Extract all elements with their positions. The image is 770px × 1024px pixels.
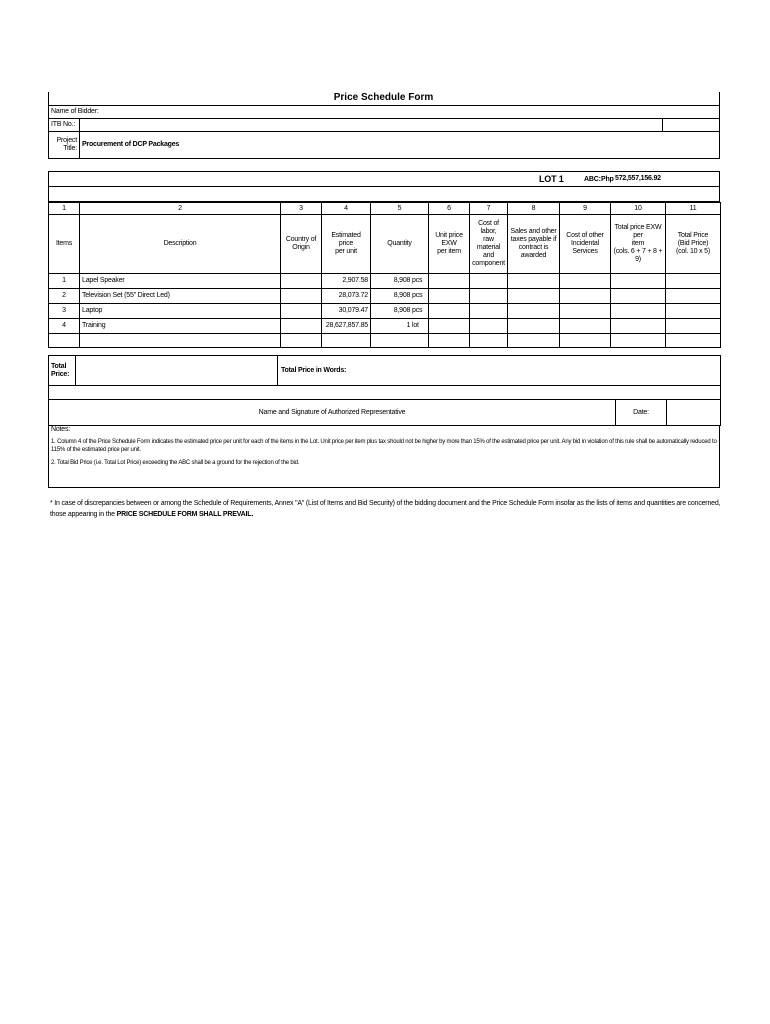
item-description: Training bbox=[80, 319, 281, 334]
abc-currency: Php bbox=[601, 176, 614, 183]
footer-note bbox=[50, 498, 722, 520]
col-num: 6 bbox=[429, 203, 470, 215]
item-number: 4 bbox=[49, 319, 80, 334]
total-exw-cell[interactable] bbox=[611, 274, 666, 289]
unit-price-cell[interactable] bbox=[429, 274, 470, 289]
total-bid-cell[interactable] bbox=[666, 319, 721, 334]
sales-tax-cell[interactable] bbox=[508, 274, 560, 289]
est-price-cell: 28,073.72 bbox=[322, 289, 371, 304]
total-price-field[interactable] bbox=[76, 356, 721, 386]
incidental-cell[interactable] bbox=[560, 274, 611, 289]
item-description: Laptop bbox=[80, 304, 281, 319]
date-field[interactable] bbox=[667, 400, 721, 426]
itb-no-label: ITB No.: bbox=[51, 120, 76, 128]
quantity-cell: 1 lot bbox=[371, 319, 429, 334]
quantity-cell: 8,908 pcs bbox=[371, 289, 429, 304]
sales-tax-cell[interactable] bbox=[508, 289, 560, 304]
item-number: 1 bbox=[49, 274, 80, 289]
table-row bbox=[49, 304, 721, 319]
item-description: Television Set (55" Direct Led) bbox=[80, 289, 281, 304]
column-number-row bbox=[49, 203, 721, 215]
authorized-rep-label: Name and Signature of Authorized Representative bbox=[49, 400, 616, 426]
cost-labor-cell[interactable] bbox=[470, 289, 508, 304]
table-row bbox=[49, 289, 721, 304]
totals-table bbox=[48, 355, 721, 386]
incidental-cell[interactable] bbox=[560, 319, 611, 334]
incidental-cell[interactable] bbox=[560, 304, 611, 319]
quantity-header: Quantity bbox=[371, 215, 429, 274]
table-row bbox=[49, 319, 721, 334]
itb-no-field[interactable] bbox=[79, 118, 662, 131]
itb-no-extra-field[interactable] bbox=[663, 118, 720, 131]
sales-tax-cell[interactable] bbox=[508, 319, 560, 334]
unit-price-cell[interactable] bbox=[429, 319, 470, 334]
lot-header-table bbox=[48, 171, 720, 202]
sales-tax-cell[interactable] bbox=[508, 304, 560, 319]
unit-price-cell[interactable] bbox=[429, 304, 470, 319]
unit-price-cell[interactable] bbox=[429, 289, 470, 304]
col-num: 10 bbox=[611, 203, 666, 215]
notes-label: Notes: bbox=[51, 426, 71, 433]
note-1: 1. Column 4 of the Price Schedule Form indicates the estimated price per unit for each of the items in the Lot. Unit price per item plus tax should not be higher by more than 15% of the estimated price per unit. Any bid in violation of this rule shall be automatically reduced to 115% of the estimated price per unit. bbox=[51, 439, 717, 453]
total-exw-cell[interactable] bbox=[611, 319, 666, 334]
col-num: 3 bbox=[281, 203, 322, 215]
col-num: 2 bbox=[80, 203, 281, 215]
bidder-info-table bbox=[48, 92, 720, 159]
date-label: Date: bbox=[616, 400, 667, 426]
total-words-label: Total Price in Words: bbox=[281, 367, 347, 374]
footer-text-bold: PRICE SCHEDULE FORM SHALL PREVAIL. bbox=[116, 511, 254, 518]
note-2: 2. Total Bid Price (i.e. Total Lot Price) exceeding the ABC shall be a ground for the rejection of the bid. bbox=[51, 460, 300, 466]
quantity-cell: 8,908 pcs bbox=[371, 304, 429, 319]
price-schedule-table bbox=[48, 202, 721, 348]
header-row bbox=[49, 215, 721, 274]
item-description: Lapel Speaker bbox=[80, 274, 281, 289]
total-exw-cell[interactable] bbox=[611, 289, 666, 304]
est-price-cell: 30,079.47 bbox=[322, 304, 371, 319]
col-num: 1 bbox=[49, 203, 80, 215]
col-num: 5 bbox=[371, 203, 429, 215]
description-header: Description bbox=[80, 215, 281, 274]
unit-price-header: Unit price EXW per item bbox=[429, 215, 470, 274]
est-price-header: Estimated price per unit bbox=[322, 215, 371, 274]
cost-labor-cell[interactable] bbox=[470, 304, 508, 319]
signature-table bbox=[48, 385, 721, 426]
total-bid-cell[interactable] bbox=[666, 289, 721, 304]
country-cell[interactable] bbox=[281, 319, 322, 334]
total-price-label: Total Price: bbox=[49, 356, 76, 386]
items-header: Items bbox=[49, 215, 80, 274]
lot-label: LOT 1 bbox=[539, 174, 564, 184]
country-header: Country of Origin bbox=[281, 215, 322, 274]
page-title: Price Schedule Form bbox=[333, 92, 434, 103]
col-num: 8 bbox=[508, 203, 560, 215]
country-cell[interactable] bbox=[281, 289, 322, 304]
col-num: 4 bbox=[322, 203, 371, 215]
project-title-label: Project Title: bbox=[56, 136, 77, 152]
country-cell[interactable] bbox=[281, 304, 322, 319]
country-cell[interactable] bbox=[281, 274, 322, 289]
item-number: 3 bbox=[49, 304, 80, 319]
col-num: 9 bbox=[560, 203, 611, 215]
sales-tax-header: Sales and other taxes payable if contract is awarded bbox=[508, 215, 560, 274]
total-exw-header: Total price EXW per item (cols. 6 + 7 + 8 + 9) bbox=[611, 215, 666, 274]
name-of-bidder-label: Name of Bidder: bbox=[51, 107, 99, 115]
cost-labor-cell[interactable] bbox=[470, 319, 508, 334]
incidental-cell[interactable] bbox=[560, 289, 611, 304]
table-row bbox=[49, 274, 721, 289]
project-title-value: Procurement of DCP Packages bbox=[79, 131, 719, 158]
col-num: 11 bbox=[666, 203, 721, 215]
notes-box bbox=[48, 425, 720, 488]
total-bid-cell[interactable] bbox=[666, 274, 721, 289]
total-exw-cell[interactable] bbox=[611, 304, 666, 319]
item-number: 2 bbox=[49, 289, 80, 304]
abc-value: 572,557,156.92 bbox=[615, 175, 661, 182]
total-bid-cell[interactable] bbox=[666, 304, 721, 319]
incidental-header: Cost of other Incidental Services bbox=[560, 215, 611, 274]
footer-text: * In case of discrepancies between or among the Schedule of Requirements, Annex "A" (List of Items and Bid Security) of the bidding document and the Price Schedule Form insofar as the lists of items and quantities are concerned, those appearing in the bbox=[50, 500, 721, 518]
col-num: 7 bbox=[470, 203, 508, 215]
abc-label: ABC: bbox=[584, 176, 601, 183]
table-row-empty bbox=[49, 334, 721, 348]
cost-labor-cell[interactable] bbox=[470, 274, 508, 289]
est-price-cell: 28,627,857.85 bbox=[322, 319, 371, 334]
cost-labor-header: Cost of labor, raw material and component bbox=[470, 215, 508, 274]
est-price-cell: 2,907.58 bbox=[322, 274, 371, 289]
total-bid-header: Total Price (Bid Price) (col. 10 x 5) bbox=[666, 215, 721, 274]
quantity-cell: 8,908 pcs bbox=[371, 274, 429, 289]
